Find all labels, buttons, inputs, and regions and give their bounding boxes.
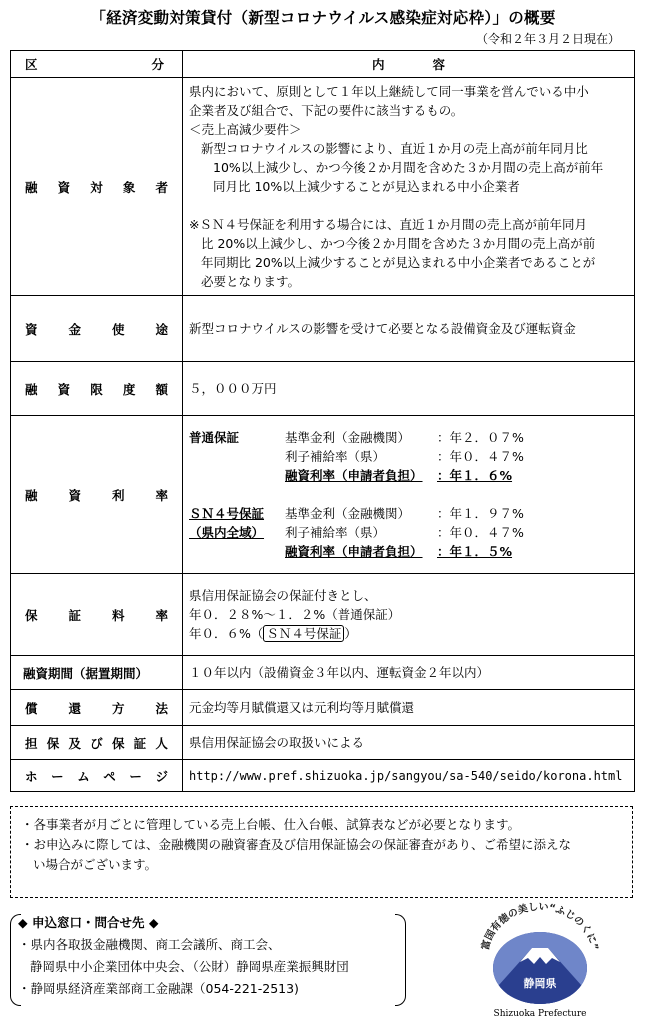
contact-line: 静岡県中小企業団体中央会、（公財）静岡県産業振興財団 xyxy=(30,959,349,974)
content-homepage xyxy=(183,760,635,792)
label-homepage: ホ ー ム ペ ー ジ xyxy=(11,760,183,792)
label-period: 融資期間（据置期間） xyxy=(11,656,183,690)
shizuoka-logo xyxy=(470,900,610,1020)
row-collateral xyxy=(11,726,635,760)
header-content: 内 容 xyxy=(183,51,635,78)
logo-name: 静岡県 xyxy=(523,977,557,990)
label-fee: 保 証 料 率 xyxy=(11,574,183,656)
row-target xyxy=(11,78,635,296)
contact-heading: ◆ 申込窓口・問合せ先 ◆ xyxy=(18,915,159,930)
content-use: 新型コロナウイルスの影響を受けて必要となる設備資金及び運転資金 xyxy=(183,296,635,362)
row-fee xyxy=(11,574,635,656)
label-use: 資 金 使 途 xyxy=(11,296,183,362)
table-header-row xyxy=(11,51,635,78)
row-period xyxy=(11,656,635,690)
contact-line: ・静岡県経済産業部商工金融課（054-221-2513) xyxy=(18,981,299,996)
content-limit: ５，０００万円 xyxy=(183,362,635,416)
content-rate xyxy=(183,416,635,574)
rate-normal-name: 普通保証 xyxy=(189,430,240,445)
content-fee: 県信用保証協会の保証付きとし、 年０．２８%～１．２%（普通保証） 年０．６%（ ＳＮ４号保証 ） xyxy=(183,574,635,656)
content-target: 県内において、原則として１年以上継続して同一事業を営んでいる中小 企業者及び組合で、下記の要件に該当するもの。 ＜売上高減少要件＞ 新型コロナウイルスの影響により、直近１か月の売上高が前年同月比 10%以上減少し、かつ今後２か月間を含めた３か月間の売上高が前年 同月比 10%以上減少することが見込まれる中小企業者 ※ＳＮ４号保証を利用する場合には、直近１か月間の売上高が前年同月 比 20%以上減少し、かつ今後２か月間を含めた３か月間の売上高が前 年同期比 20%以上減少することが見込まれる中小企業者であることが 必要となります。 xyxy=(183,78,635,296)
mount-fuji-icon xyxy=(470,900,610,1020)
svg-text:富国有徳の美しい“ふじのくに”: 富国有徳の美しい“ふじのくに” xyxy=(480,901,600,952)
homepage-link[interactable]: http://www.pref.shizuoka.jp/sangyou/sa-540/seido/korona.html xyxy=(189,768,623,783)
rate-sn4-name: ＳＮ４号保証 xyxy=(189,506,265,521)
rate-normal: 普通保証 基準金利（金融機関） ：年２．０７% 利子補給率（県） ：年０．４７% 融資利率（申請者負担） ：年１．６% xyxy=(189,430,524,483)
as-of-date: （令和２年３月２日現在） xyxy=(475,32,620,46)
row-use xyxy=(11,296,635,362)
contact-box xyxy=(10,912,406,1008)
page-title: 「経済変動対策貸付（新型コロナウイルス感染症対応枠）」の概要 xyxy=(90,9,556,27)
row-homepage xyxy=(11,760,635,792)
label-limit: 融 資 限 度 額 xyxy=(11,362,183,416)
row-limit xyxy=(11,362,635,416)
label-target: 融 資 対 象 者 xyxy=(11,78,183,296)
rate-sn4-area: （県内全域） xyxy=(189,525,265,540)
content-repay: 元金均等月賦償還又は元利均等月賦償還 xyxy=(183,690,635,726)
label-collateral: 担 保 及 び 保 証 人 xyxy=(11,726,183,760)
label-rate: 融 資 利 率 xyxy=(11,416,183,574)
header-category: 区 分 xyxy=(11,51,183,78)
content-collateral: 県信用保証協会の取扱いによる xyxy=(183,726,635,760)
label-repay: 償 還 方 法 xyxy=(11,690,183,726)
note-item: ・各事業者が月ごとに管理している売上台帳、仕入台帳、試算表などが必要となります。 xyxy=(21,817,521,832)
row-rate xyxy=(11,416,635,574)
row-repay xyxy=(11,690,635,726)
note-item: い場合がございます。 xyxy=(33,857,158,872)
note-item: ・お申込みに際しては、金融機関の融資審査及び信用保証協会の保証審査があり、ご希望に添えな xyxy=(21,837,572,852)
contact-line: ・県内各取扱金融機関、商工会議所、商工会、 xyxy=(18,937,281,952)
content-period: １０年以内（設備資金３年以内、運転資金２年以内） xyxy=(183,656,635,690)
rate-sn4: ＳＮ４号保証 基準金利（金融機関） ：年１．９７% （県内全域） 利子補給率（県） ：年０．４７% 融資利率（申請者負担） ：年１．５% xyxy=(189,506,524,559)
summary-table xyxy=(10,50,635,792)
logo-en: Shizuoka Prefecture xyxy=(493,1009,587,1019)
notes-box xyxy=(10,806,633,898)
